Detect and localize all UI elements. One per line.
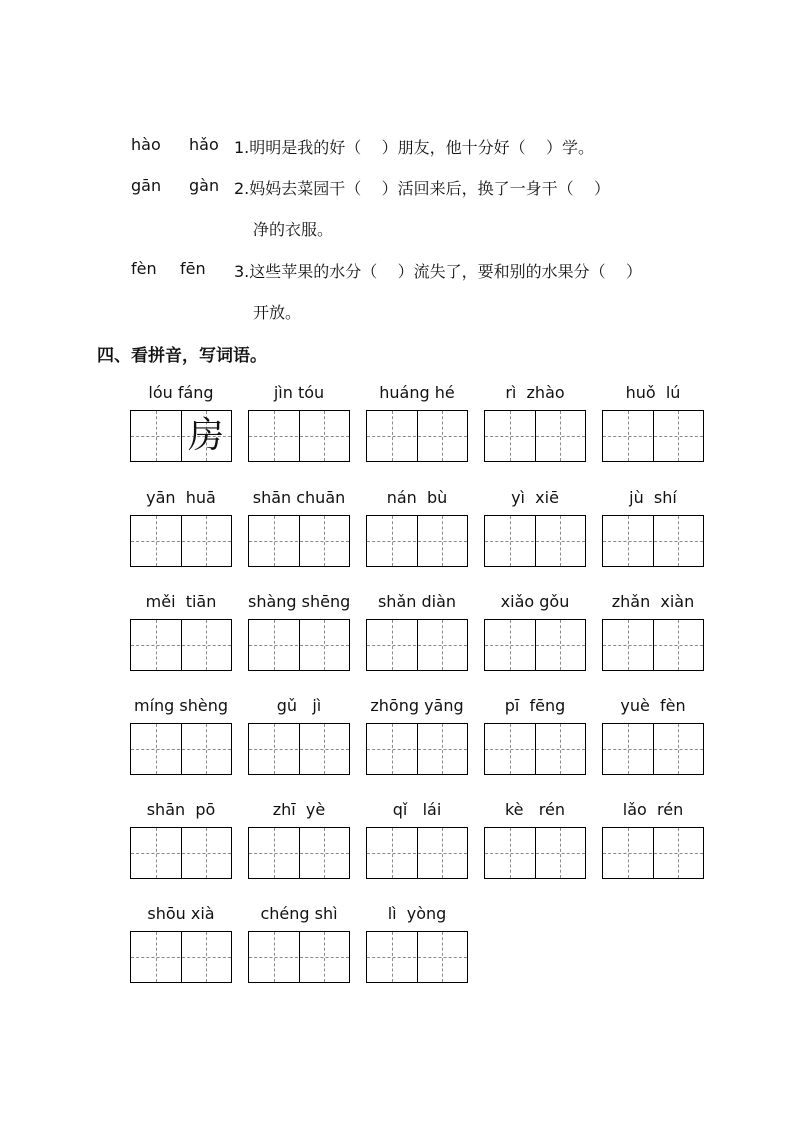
word-item: [484, 798, 586, 822]
word-item: [130, 381, 232, 456]
word-pinyin: gǔ jì: [276, 696, 322, 715]
word-pinyin: qǐ lái: [392, 800, 442, 819]
word-pinyin: lóu fáng: [148, 383, 214, 402]
word-pinyin: měi tiān: [145, 592, 217, 611]
grid-line: [131, 853, 231, 854]
word-pinyin: yān huā: [146, 488, 216, 507]
word-item: [484, 381, 586, 405]
writing-grid[interactable]: [248, 619, 350, 671]
grid-line: [367, 749, 467, 750]
word-pinyin: lì yòng: [387, 904, 447, 923]
grid-line: [367, 436, 467, 437]
writing-grid[interactable]: [484, 619, 586, 671]
word-pinyin: zhī yè: [272, 800, 326, 819]
writing-grid[interactable]: [366, 931, 468, 983]
word-pinyin: zhǎn xiàn: [611, 592, 695, 611]
word-pinyin: lǎo rén: [622, 800, 684, 819]
word-pinyin: shǎn diàn: [377, 592, 457, 611]
grid-line: [485, 436, 585, 437]
word-pinyin: chéng shì: [260, 904, 338, 923]
word-pinyin: huáng hé: [379, 383, 455, 402]
writing-grid[interactable]: [602, 827, 704, 879]
word-item: [248, 798, 350, 822]
pinyin-option: fèn: [131, 259, 157, 278]
word-item: [366, 694, 468, 718]
grid-line: [485, 749, 585, 750]
word-pinyin: zhōng yāng: [370, 696, 464, 715]
word-item: [130, 486, 232, 510]
writing-grid[interactable]: [248, 515, 350, 567]
writing-grid[interactable]: [484, 410, 586, 462]
writing-grid[interactable]: [366, 619, 468, 671]
writing-grid[interactable]: [366, 410, 468, 462]
word-item: [484, 590, 586, 614]
word-pinyin: yuè fèn: [620, 696, 686, 715]
word-pinyin: shàng shēng: [248, 592, 351, 611]
word-pinyin: shōu xià: [147, 904, 215, 923]
word-item: [484, 694, 586, 718]
word-item: [248, 486, 350, 510]
word-pinyin: míng shèng: [133, 696, 229, 715]
word-item: [130, 798, 232, 822]
grid-line: [131, 957, 231, 958]
word-item: [602, 590, 704, 614]
grid-line: [249, 853, 349, 854]
word-pinyin: shān chuān: [252, 488, 346, 507]
writing-grid[interactable]: [366, 723, 468, 775]
grid-line: [603, 645, 703, 646]
grid-line: [249, 645, 349, 646]
grid-line: [485, 853, 585, 854]
grid-line: [249, 436, 349, 437]
written-character: 房: [187, 415, 224, 456]
word-item: [366, 486, 468, 510]
writing-grid[interactable]: [366, 515, 468, 567]
writing-grid[interactable]: [602, 619, 704, 671]
word-pinyin: jìn tóu: [273, 383, 325, 402]
grid-line: [249, 749, 349, 750]
sentence-line: 3.这些苹果的水分（ ）流失了，要和别的水果分（ ）: [234, 262, 642, 281]
grid-line: [485, 645, 585, 646]
word-pinyin: xiǎo gǒu: [500, 592, 570, 611]
grid-line: [603, 749, 703, 750]
pinyin-option: hào: [131, 135, 161, 154]
writing-grid[interactable]: [602, 410, 704, 462]
pinyin-option: hǎo: [189, 135, 219, 154]
writing-grid[interactable]: [130, 410, 232, 462]
grid-line: [367, 541, 467, 542]
pinyin-option: gàn: [189, 176, 220, 195]
writing-grid[interactable]: [484, 827, 586, 879]
grid-line: [131, 541, 231, 542]
pinyin-option: fēn: [180, 259, 206, 278]
grid-line: [485, 541, 585, 542]
word-item: [248, 381, 350, 405]
word-pinyin: kè rén: [504, 800, 565, 819]
word-item: [602, 381, 704, 405]
grid-line: [603, 541, 703, 542]
writing-grid[interactable]: [248, 931, 350, 983]
word-item: [602, 694, 704, 718]
writing-grid[interactable]: [130, 515, 232, 567]
writing-grid[interactable]: [130, 723, 232, 775]
grid-line: [367, 957, 467, 958]
word-item: [484, 486, 586, 510]
writing-grid[interactable]: [366, 827, 468, 879]
grid-line: [603, 436, 703, 437]
section-heading: 四、看拼音，写词语。: [97, 346, 267, 366]
word-pinyin: pī fēng: [504, 696, 566, 715]
grid-line: [131, 749, 231, 750]
writing-grid[interactable]: [248, 723, 350, 775]
grid-line: [249, 541, 349, 542]
writing-grid[interactable]: [602, 723, 704, 775]
writing-grid[interactable]: [130, 619, 232, 671]
word-pinyin: rì zhào: [505, 383, 565, 402]
sentence-line: 2.妈妈去菜园干（ ）活回来后，换了一身干（ ）: [234, 179, 610, 198]
word-item: [366, 381, 468, 405]
grid-line: [131, 645, 231, 646]
sentence-continuation: 开放。: [253, 303, 302, 322]
grid-line: [249, 957, 349, 958]
sentence-line: 1.明明是我的好（ ）朋友，他十分好（ ）学。: [234, 138, 594, 157]
word-pinyin: huǒ lú: [625, 383, 681, 402]
word-item: [366, 590, 468, 614]
word-item: [602, 486, 704, 510]
word-item: [130, 694, 232, 718]
writing-grid[interactable]: [484, 723, 586, 775]
writing-grid[interactable]: [602, 515, 704, 567]
sentence-continuation: 净的衣服。: [253, 220, 334, 239]
word-item: [366, 902, 468, 926]
writing-grid[interactable]: [130, 827, 232, 879]
word-item: [130, 902, 232, 926]
word-item: [130, 590, 232, 614]
writing-grid[interactable]: [130, 931, 232, 983]
word-item: [248, 902, 350, 926]
word-pinyin: nán bù: [386, 488, 448, 507]
word-item: [366, 798, 468, 822]
word-pinyin: yì xiē: [511, 488, 559, 507]
grid-line: [367, 853, 467, 854]
grid-line: [367, 645, 467, 646]
grid-line: [603, 853, 703, 854]
writing-grid[interactable]: [248, 827, 350, 879]
writing-grid[interactable]: [248, 410, 350, 462]
word-pinyin: shān pō: [146, 800, 216, 819]
word-item: [602, 798, 704, 822]
word-item: [248, 590, 350, 614]
word-pinyin: jù shí: [629, 488, 677, 507]
pinyin-option: gān: [131, 176, 162, 195]
writing-grid[interactable]: [484, 515, 586, 567]
word-item: [248, 694, 350, 718]
